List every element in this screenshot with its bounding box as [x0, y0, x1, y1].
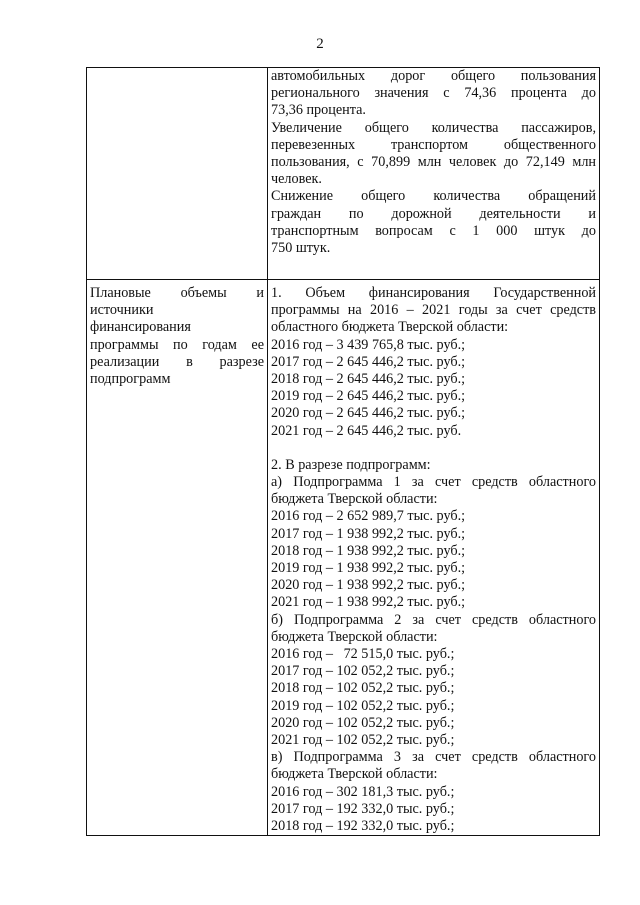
year-line: 2018 год – 2 645 446,2 тыс. руб.;	[271, 371, 466, 388]
year-line: 2016 год – 72 515,0 тыс. руб.;	[271, 646, 455, 663]
year-line: 2016 год – 302 181,3 тыс. руб.;	[271, 783, 455, 800]
text-line: программы на 2016 – 2021 годы за счет средств	[271, 302, 596, 319]
year-line: 2019 год – 2 645 446,2 тыс. руб.;	[271, 388, 466, 405]
label-line: программы по годам ее	[90, 336, 264, 353]
indicator-appeals-paragraph	[271, 188, 596, 257]
year-line: 2021 год – 1 938 992,2 тыс. руб.;	[271, 594, 466, 611]
financing-content-cell	[268, 280, 600, 836]
text-line: Увеличение общего количества пассажиров,	[271, 119, 596, 136]
text-line: бюджета Тверской области:	[271, 491, 438, 508]
year-line: 2021 год – 102 052,2 тыс. руб.;	[271, 732, 455, 749]
year-line: 2020 год – 2 645 446,2 тыс. руб.;	[271, 405, 466, 422]
year-line: 2017 год – 102 052,2 тыс. руб.;	[271, 663, 455, 680]
label-line: финансирования	[90, 319, 191, 336]
financing-total-section	[271, 285, 596, 440]
page-number: 2	[316, 36, 324, 52]
text-line: Снижение общего количества обращений	[271, 188, 596, 205]
text-line: бюджета Тверской области:	[271, 628, 438, 645]
year-line: 2017 год – 2 645 446,2 тыс. руб.;	[271, 353, 466, 370]
year-line: 2021 год – 2 645 446,2 тыс. руб.	[271, 422, 462, 439]
subprogram-2-heading: б) Подпрограмма 2 за счет средств областного	[271, 611, 596, 628]
blank-line	[271, 440, 596, 457]
text-line: регионального значения с 74,36 процента до	[271, 85, 596, 102]
text-line: перевезенных транспортом общественного	[271, 136, 596, 153]
label-line: реализации в разрезе	[90, 353, 264, 370]
text-line: транспортным вопросам с 1 000 штук до	[271, 222, 596, 239]
year-line: 2019 год – 1 938 992,2 тыс. руб.;	[271, 560, 466, 577]
text-line: пользования, с 70,899 млн человек до 72,149 млн	[271, 154, 596, 171]
subprogram-1-heading: а) Подпрограмма 1 за счет средств областного	[271, 474, 596, 491]
text-line: 1. Объем финансирования Государственной	[271, 285, 596, 301]
label-line: Плановые объемы и	[90, 285, 264, 301]
row1-label-cell	[87, 68, 268, 280]
financing-label-cell	[87, 280, 268, 836]
year-line: 2020 год – 1 938 992,2 тыс. руб.;	[271, 577, 466, 594]
year-line: 2017 год – 192 332,0 тыс. руб.;	[271, 800, 455, 817]
table-row-financing	[87, 280, 600, 836]
text-line: областного бюджета Тверской области:	[271, 319, 509, 336]
year-line: 2017 год – 1 938 992,2 тыс. руб.;	[271, 525, 466, 542]
text-line: человек.	[271, 171, 322, 188]
financing-label	[90, 285, 264, 388]
year-line: 2016 год – 2 652 989,7 тыс. руб.;	[271, 508, 466, 525]
year-line: 2018 год – 1 938 992,2 тыс. руб.;	[271, 542, 466, 559]
year-line: 2018 год – 192 332,0 тыс. руб.;	[271, 818, 455, 835]
indicator-roads-paragraph	[271, 68, 596, 120]
year-line: 2018 год – 102 052,2 тыс. руб.;	[271, 680, 455, 697]
year-line: 2020 год – 102 052,2 тыс. руб.;	[271, 714, 455, 731]
label-line: источники	[90, 302, 154, 319]
text-line: бюджета Тверской области:	[271, 766, 438, 783]
year-line: 2019 год – 102 052,2 тыс. руб.;	[271, 697, 455, 714]
text-line: 750 штук.	[271, 240, 331, 257]
subprogram-3-heading: в) Подпрограмма 3 за счет средств областного	[271, 749, 596, 766]
program-passport-table	[86, 67, 600, 836]
text-line: 73,36 процента.	[271, 102, 366, 119]
text-line: автомобильных дорог общего пользования	[271, 68, 596, 84]
table-row-indicators	[87, 68, 600, 280]
text-line: граждан по дорожной деятельности и	[271, 205, 596, 222]
label-line: подпрограмм	[90, 371, 171, 388]
subprograms-section	[271, 457, 596, 835]
indicator-passengers-paragraph	[271, 120, 596, 189]
row1-content-cell	[268, 68, 600, 280]
subprograms-title: 2. В разрезе подпрограмм:	[271, 456, 431, 473]
year-line: 2016 год – 3 439 765,8 тыс. руб.;	[271, 336, 466, 353]
